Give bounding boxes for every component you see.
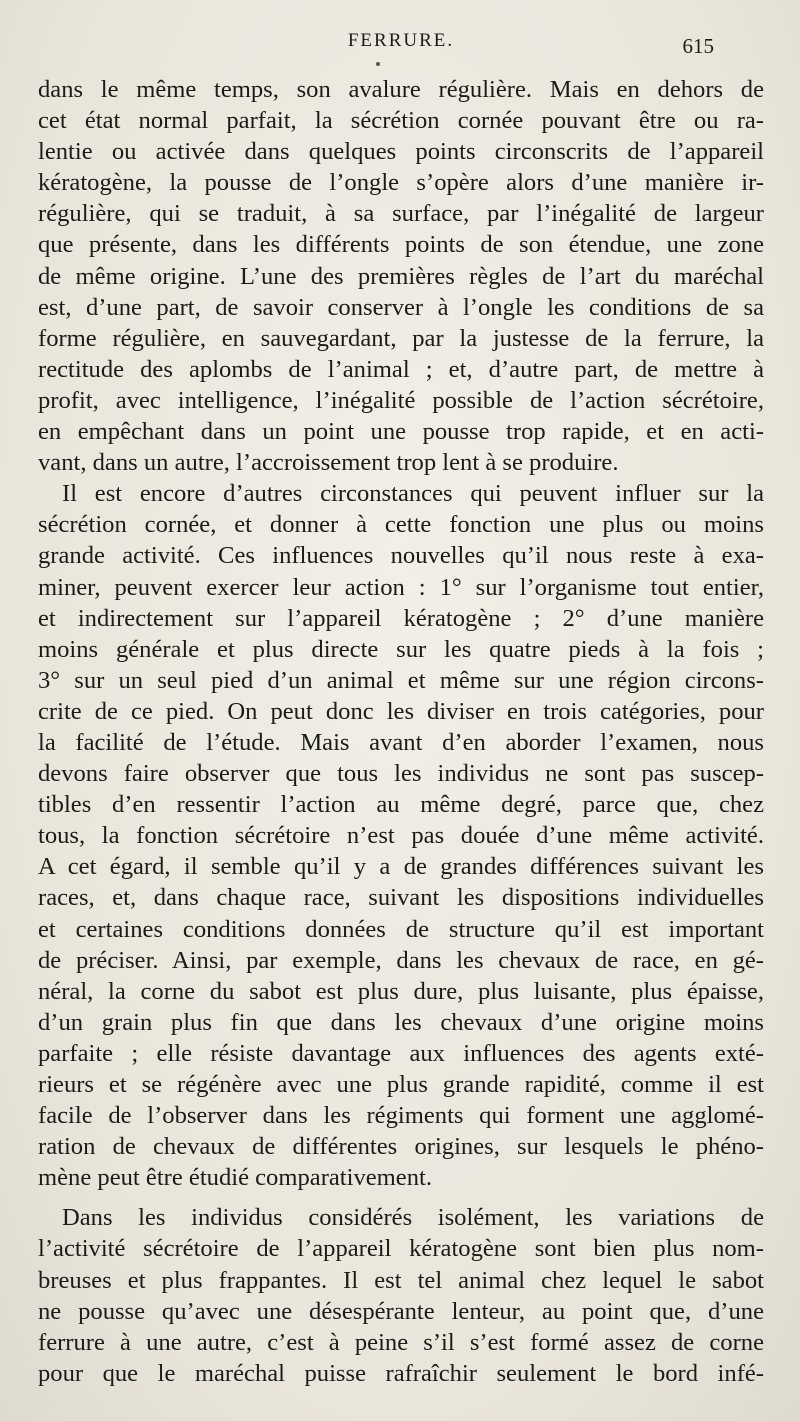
text-line: que présente, dans les différents points de son étendue, une zone xyxy=(38,231,764,259)
text-line: la facilité de l’étude. Mais avant d’en aborder l’examen, nous xyxy=(38,728,764,756)
text-line: sécrétion cornée, et donner à cette fonction une plus ou moins xyxy=(38,511,764,539)
text-line: races, et, dans chaque race, suivant les dispositions individuelles xyxy=(38,884,764,912)
text-line: parfaite ; elle résiste davantage aux influences des agents exté- xyxy=(38,1039,764,1067)
text-line: breuses et plus frappantes. Il est tel animal chez lequel le sabot xyxy=(38,1266,764,1294)
text-line: devons faire observer que tous les individus ne sont pas suscep- xyxy=(38,760,764,788)
body-text xyxy=(38,74,764,1389)
text-line: 3° sur un seul pied d’un animal et même sur une région circons- xyxy=(38,666,764,694)
text-line: rieurs et se régénère avec une plus grande rapidité, comme il est xyxy=(38,1071,764,1098)
text-line: de préciser. Ainsi, par exemple, dans les chevaux de race, en gé- xyxy=(38,946,764,974)
paragraph-1 xyxy=(38,74,764,478)
text-line: d’un grain plus fin que dans les chevaux d’une origine moins xyxy=(38,1008,764,1036)
text-line: de même origine. L’une des premières règles de l’art du maréchal xyxy=(38,262,764,290)
text-line: dans le même temps, son avalure régulière. Mais en dehors de xyxy=(38,76,764,103)
text-line: facile de l’observer dans les régiments qui forment une agglomé- xyxy=(38,1102,764,1130)
text-line: en empêchant dans un point une pousse trop rapide, et en acti- xyxy=(38,418,764,446)
text-line: mène peut être étudié comparativement. xyxy=(38,1164,433,1192)
text-line: l’activité sécrétoire de l’appareil kératogène sont bien plus nom- xyxy=(38,1235,764,1263)
text-line: ne pousse qu’avec une désespérante lenteur, au point que, d’une xyxy=(38,1297,764,1325)
text-line: et indirectement sur l’appareil kératogène ; 2° d’une manière xyxy=(38,604,764,632)
running-title: FERRURE. xyxy=(347,30,455,51)
text-line: crite de ce pied. On peut donc les diviser en trois catégories, pour xyxy=(38,697,764,725)
text-line: rectitude des aplombs de l’animal ; et, d’autre part, de mettre à xyxy=(38,355,764,383)
text-line: cet état normal parfait, la sécrétion cornée pouvant être ou ra- xyxy=(38,107,764,135)
text-line: miner, peuvent exercer leur action : 1° sur l’organisme tout entier, xyxy=(38,573,764,601)
text-line: et certaines conditions données de structure qu’il est important xyxy=(38,915,764,943)
page-number: 615 xyxy=(682,34,714,58)
text-line: profit, avec intelligence, l’inégalité possible de l’action sécrétoire, xyxy=(38,386,764,414)
running-head xyxy=(38,0,764,74)
text-line: moins générale et plus directe sur les quatre pieds à la fois ; xyxy=(38,635,764,663)
text-line: grande activité. Ces influences nouvelles qu’il nous reste à exa- xyxy=(38,542,764,570)
text-line: Dans les individus considérés isolément, les variations de xyxy=(62,1204,764,1232)
text-line: vant, dans un autre, l’accroissement trop lent à se produire. xyxy=(38,449,619,477)
text-line: est, d’une part, de savoir conserver à l’ongle les conditions de sa xyxy=(38,293,764,321)
text-line: A cet égard, il semble qu’il y a de grandes différences suivant les xyxy=(38,853,764,881)
text-line: kératogène, la pousse de l’ongle s’opère alors d’une manière ir- xyxy=(38,169,764,197)
text-line: Il est encore d’autres circonstances qui peuvent influer sur la xyxy=(62,480,764,508)
paragraph-2 xyxy=(38,478,764,1193)
text-line: ferrure à une autre, c’est à peine s’il s’est formé assez de corne xyxy=(38,1328,764,1356)
text-line: tibles d’en ressentir l’action au même degré, parce que, chez xyxy=(38,791,764,819)
text-line: pour que le maréchal puisse rafraîchir seulement le bord infé- xyxy=(38,1359,764,1387)
text-line: tous, la fonction sécrétoire n’est pas douée d’une même activité. xyxy=(38,822,764,850)
text-line: ration de chevaux de différentes origines, sur lesquels le phéno- xyxy=(38,1133,764,1161)
text-line: forme régulière, en sauvegardant, par la justesse de la ferrure, la xyxy=(38,324,764,352)
text-line: lentie ou activée dans quelques points circonscrits de l’appareil xyxy=(38,138,764,166)
text-line: néral, la corne du sabot est plus dure, plus luisante, plus épaisse, xyxy=(38,977,764,1005)
text-line: régulière, qui se traduit, à sa surface, par l’inégalité de largeur xyxy=(38,200,764,228)
print-dot xyxy=(376,62,380,66)
paragraph-3 xyxy=(38,1202,764,1389)
